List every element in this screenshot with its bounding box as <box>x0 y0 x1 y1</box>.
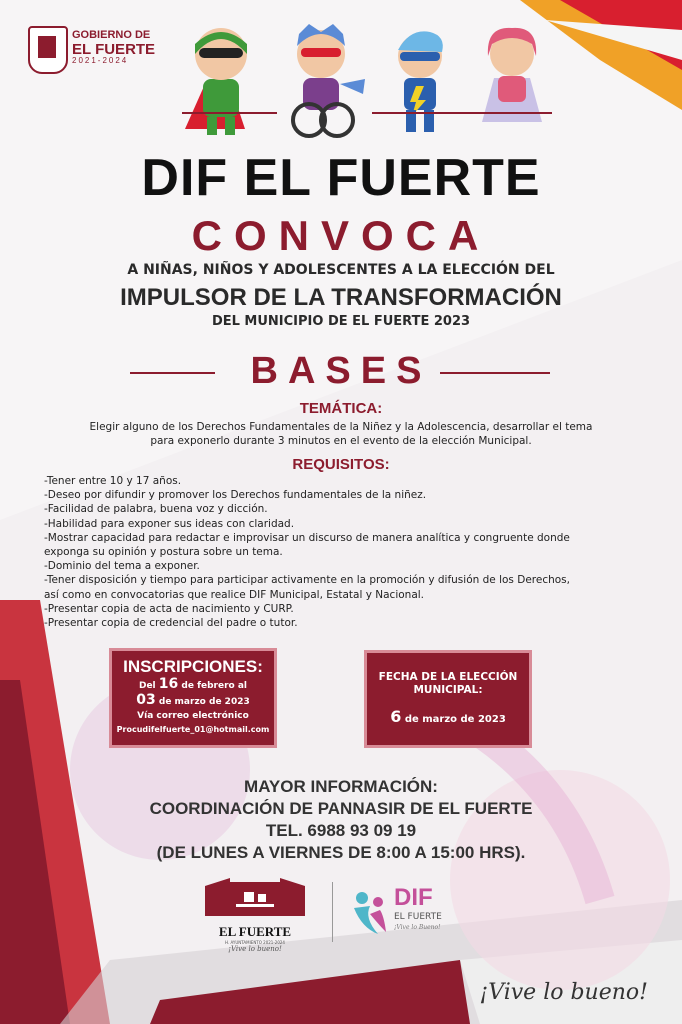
bases-heading: BASES <box>250 350 432 392</box>
list-item: -Dominio del tema a exponer. <box>44 560 200 573</box>
info-line2: COORDINACIÓN DE PANNASIR DE EL FUERTE <box>149 799 533 818</box>
subtitle-line2: IMPULSOR DE LA TRANSFORMACIÓN <box>120 284 562 311</box>
eleccion-title2: MUNICIPAL: <box>413 684 483 696</box>
tematica-line1: Elegir alguno de los Derechos Fundamentales de la Niñez y la Adolescencia, desarrollar el tema <box>89 421 593 433</box>
hero-rule-left <box>182 112 277 114</box>
eleccion-date <box>367 707 529 726</box>
inscripciones-to <box>112 693 274 709</box>
eleccion-box <box>364 650 532 748</box>
list-item: exponga su opinión y postura sobre un tema. <box>44 546 283 559</box>
info-line1: MAYOR INFORMACIÓN: <box>244 777 438 796</box>
dif-family-icon <box>350 888 390 938</box>
subtitle-line1: A NIÑAS, NIÑOS Y ADOLESCENTES A LA ELECCIÓN DEL <box>127 262 555 278</box>
shield-icon <box>28 26 68 74</box>
inscripciones-from <box>112 677 274 693</box>
list-item: -Mostrar capacidad para redactar e improvisar un discurso de manera analítica y congruente donde <box>44 531 570 544</box>
dif-name: DIF <box>394 884 433 911</box>
hero-wheelchair-icon <box>293 24 365 136</box>
info-phone: TEL. 6988 93 09 19 <box>265 821 417 840</box>
eleccion-title <box>367 671 529 697</box>
tematica-line2: para exponerlo durante 3 minutos en el evento de la elección Municipal. <box>150 435 532 447</box>
inscripciones-via: Vía correo electrónico <box>137 711 249 721</box>
gov-line2: EL FUERTE <box>72 40 156 58</box>
list-item: -Presentar copia de credencial del padre o tutor. <box>44 617 298 630</box>
list-item: -Presentar copia de acta de nacimiento y CURP. <box>44 602 294 615</box>
dif-slogan: ¡Vive lo Bueno! <box>394 924 441 931</box>
tematica-heading: TEMÁTICA: <box>299 400 383 417</box>
dif-logo <box>350 884 460 944</box>
eleccion-day: 6 <box>390 707 402 726</box>
el-fuerte-slogan: ¡Vive lo bueno! <box>228 945 282 953</box>
slogan: ¡Vive lo bueno! <box>479 980 648 1005</box>
dif-sub: EL FUERTE <box>394 912 442 922</box>
requisitos-list <box>44 474 644 630</box>
hero-rule-right <box>372 112 552 114</box>
to-post: de marzo de 2023 <box>158 697 250 707</box>
logo-divider <box>332 882 333 942</box>
list-item: -Tener disposición y tiempo para participar activamente en la promoción y difusión de los Derechos, <box>44 574 570 587</box>
inscripciones-box <box>109 648 277 748</box>
eleccion-title1: FECHA DE LA ELECCIÓN <box>378 671 518 683</box>
list-item: -Deseo por difundir y promover los Derechos fundamentales de la niñez. <box>44 489 427 502</box>
inscripciones-email[interactable]: Procudifelfuerte_01@hotmail.com <box>116 725 270 734</box>
info-hours: (DE LUNES A VIERNES DE 8:00 A 15:00 HRS). <box>156 843 526 862</box>
convoca-heading: CONVOCA <box>191 212 491 259</box>
gov-line1: GOBIERNO DE <box>72 29 151 41</box>
list-item: así como en convocatorias que realice DIF Municipal, Estatal y Nacional. <box>44 588 425 601</box>
castle-icon <box>200 876 310 920</box>
eleccion-date-post: de marzo de 2023 <box>404 714 506 725</box>
bases-rule-right <box>440 372 550 374</box>
list-item: -Habilidad para exponer sus ideas con claridad. <box>44 517 295 530</box>
el-fuerte-logo <box>200 876 310 956</box>
tematica-text <box>40 420 642 448</box>
subtitle-line3: DEL MUNICIPIO DE EL FUERTE 2023 <box>211 314 471 329</box>
from-day: 16 <box>158 676 179 692</box>
el-fuerte-sub: H. AYUNTAMIENTO 2021-2024 <box>225 940 285 945</box>
list-item: -Tener entre 10 y 17 años. <box>44 475 182 487</box>
from-post: de febrero al <box>181 681 248 691</box>
page-title: DIF EL FUERTE <box>141 149 541 207</box>
hero-blue-icon <box>398 31 443 132</box>
inscripciones-title: INSCRIPCIONES: <box>123 657 263 676</box>
info-block <box>0 776 682 864</box>
gobierno-logo <box>28 26 168 76</box>
hero-pink-icon <box>482 28 542 122</box>
requisitos-heading: REQUISITOS: <box>292 456 390 473</box>
el-fuerte-name: EL FUERTE <box>218 924 292 939</box>
gov-line3: 2021-2024 <box>72 56 129 66</box>
from-pre: Del <box>138 681 156 691</box>
hero-green-icon <box>185 28 247 135</box>
list-item: -Facilidad de palabra, buena voz y dicción. <box>44 503 268 516</box>
to-day: 03 <box>136 692 156 708</box>
superhero-kids-illustration <box>185 24 555 142</box>
